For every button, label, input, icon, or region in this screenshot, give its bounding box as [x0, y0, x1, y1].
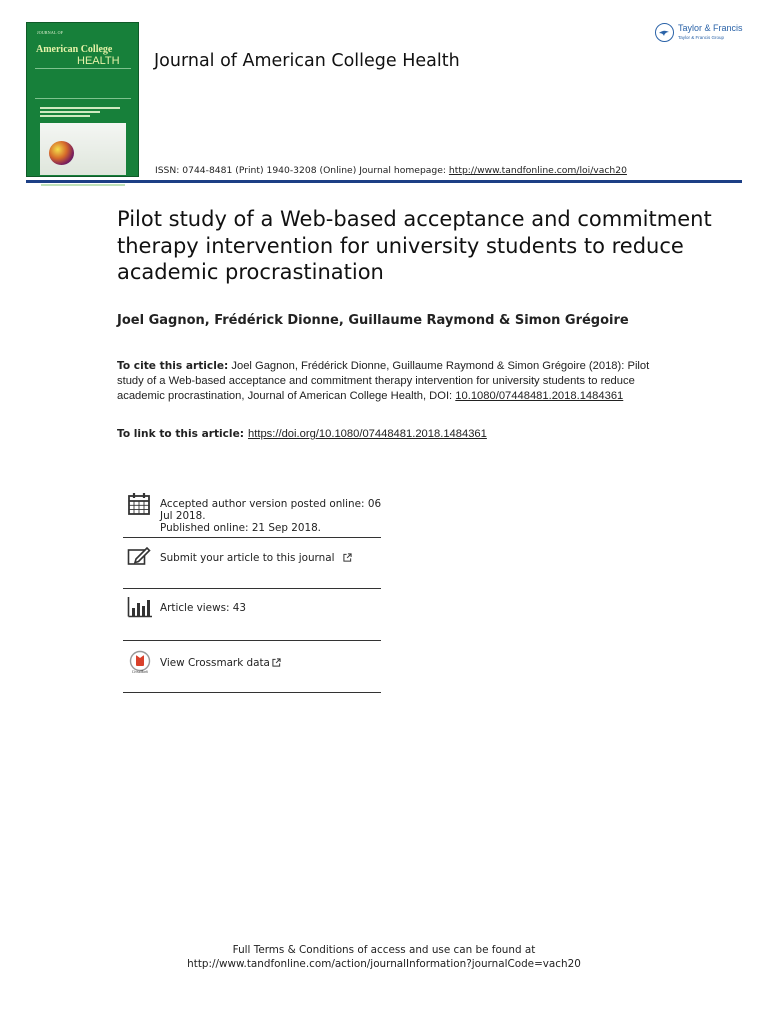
- article-title: Pilot study of a Web-based acceptance and commitment therapy intervention for university students to reduce academic procrastination: [117, 207, 712, 284]
- calendar-icon: [127, 492, 153, 516]
- citation-block: [117, 359, 652, 404]
- external-link-icon: [272, 658, 281, 667]
- apple-illustration: [49, 141, 74, 165]
- crossmark-label: View Crossmark data: [160, 657, 270, 669]
- journal-cover-image: [26, 22, 139, 177]
- cover-text-line: [40, 115, 90, 117]
- publication-dates-row: [123, 492, 381, 538]
- article-link-line: [117, 428, 487, 440]
- cite-doi-link[interactable]: 10.1080/07448481.2018.1484361: [455, 390, 624, 402]
- cover-divider: [35, 68, 131, 69]
- publisher-group: Taylor & Francis Group: [678, 35, 725, 40]
- crossmark-badge-text: CrossMark: [131, 670, 149, 674]
- header-divider: [26, 180, 742, 183]
- info-divider: [123, 537, 381, 538]
- article-doi-link[interactable]: https://doi.org/10.1080/07448481.2018.1484361: [248, 428, 487, 440]
- issn-text: ISSN: 0744-8481 (Print) 1940-3208 (Online) Journal homepage:: [155, 165, 449, 176]
- crossmark-row[interactable]: [123, 650, 381, 680]
- info-divider: [123, 588, 381, 589]
- issn-line: [155, 165, 627, 176]
- cite-text: Joel Gagnon, Frédérick Dionne, Guillaume Raymond & Simon Grégoire (2018): Pilot study of a Web-based acceptance and commitment therapy intervention for university students to reduce academic procrastination, Journal of American College Health, DOI:: [117, 360, 650, 402]
- publisher-name: Taylor & Francis: [678, 23, 743, 33]
- cover-text-line: [40, 107, 120, 109]
- article-authors: Joel Gagnon, Frédérick Dionne, Guillaume Raymond & Simon Grégoire: [117, 313, 629, 328]
- published-date: Published online: 21 Sep 2018.: [160, 522, 321, 534]
- info-divider: [123, 640, 381, 641]
- publisher-logo[interactable]: [653, 22, 753, 52]
- cover-title-line1: American College: [36, 44, 113, 55]
- external-link-icon: [343, 553, 352, 562]
- bar-chart-icon: [127, 596, 153, 620]
- info-divider: [123, 692, 381, 693]
- submit-article-label: Submit your article to this journal: [160, 552, 335, 564]
- submit-article-link[interactable]: [160, 552, 352, 564]
- taylor-francis-emblem-icon: [655, 23, 674, 42]
- edit-icon: [127, 545, 153, 569]
- journal-homepage-link[interactable]: http://www.tandfonline.com/loi/vach20: [448, 165, 627, 176]
- cite-label: To cite this article:: [117, 360, 229, 372]
- journal-title: Journal of American College Health: [154, 51, 460, 71]
- article-views-row: [123, 596, 381, 624]
- cover-small-text: JOURNAL OF: [37, 30, 64, 35]
- accepted-date: Accepted author version posted online: 06 Jul 2018.: [160, 498, 382, 522]
- article-views: Article views: 43: [160, 602, 247, 614]
- terms-text: Full Terms & Conditions of access and use can be found at: [232, 944, 536, 956]
- link-label: To link to this article:: [117, 428, 244, 440]
- crossmark-link[interactable]: [160, 657, 281, 669]
- cover-footer-line: [41, 184, 125, 186]
- terms-link[interactable]: http://www.tandfonline.com/action/journalInformation?journalCode=vach20: [187, 958, 581, 970]
- crossmark-icon: [127, 650, 153, 680]
- submit-article-row[interactable]: [123, 545, 381, 575]
- cover-text-line: [40, 111, 100, 113]
- cover-title-line2: HEALTH: [77, 55, 120, 67]
- cover-divider: [35, 98, 131, 99]
- terms-footer: [0, 943, 768, 971]
